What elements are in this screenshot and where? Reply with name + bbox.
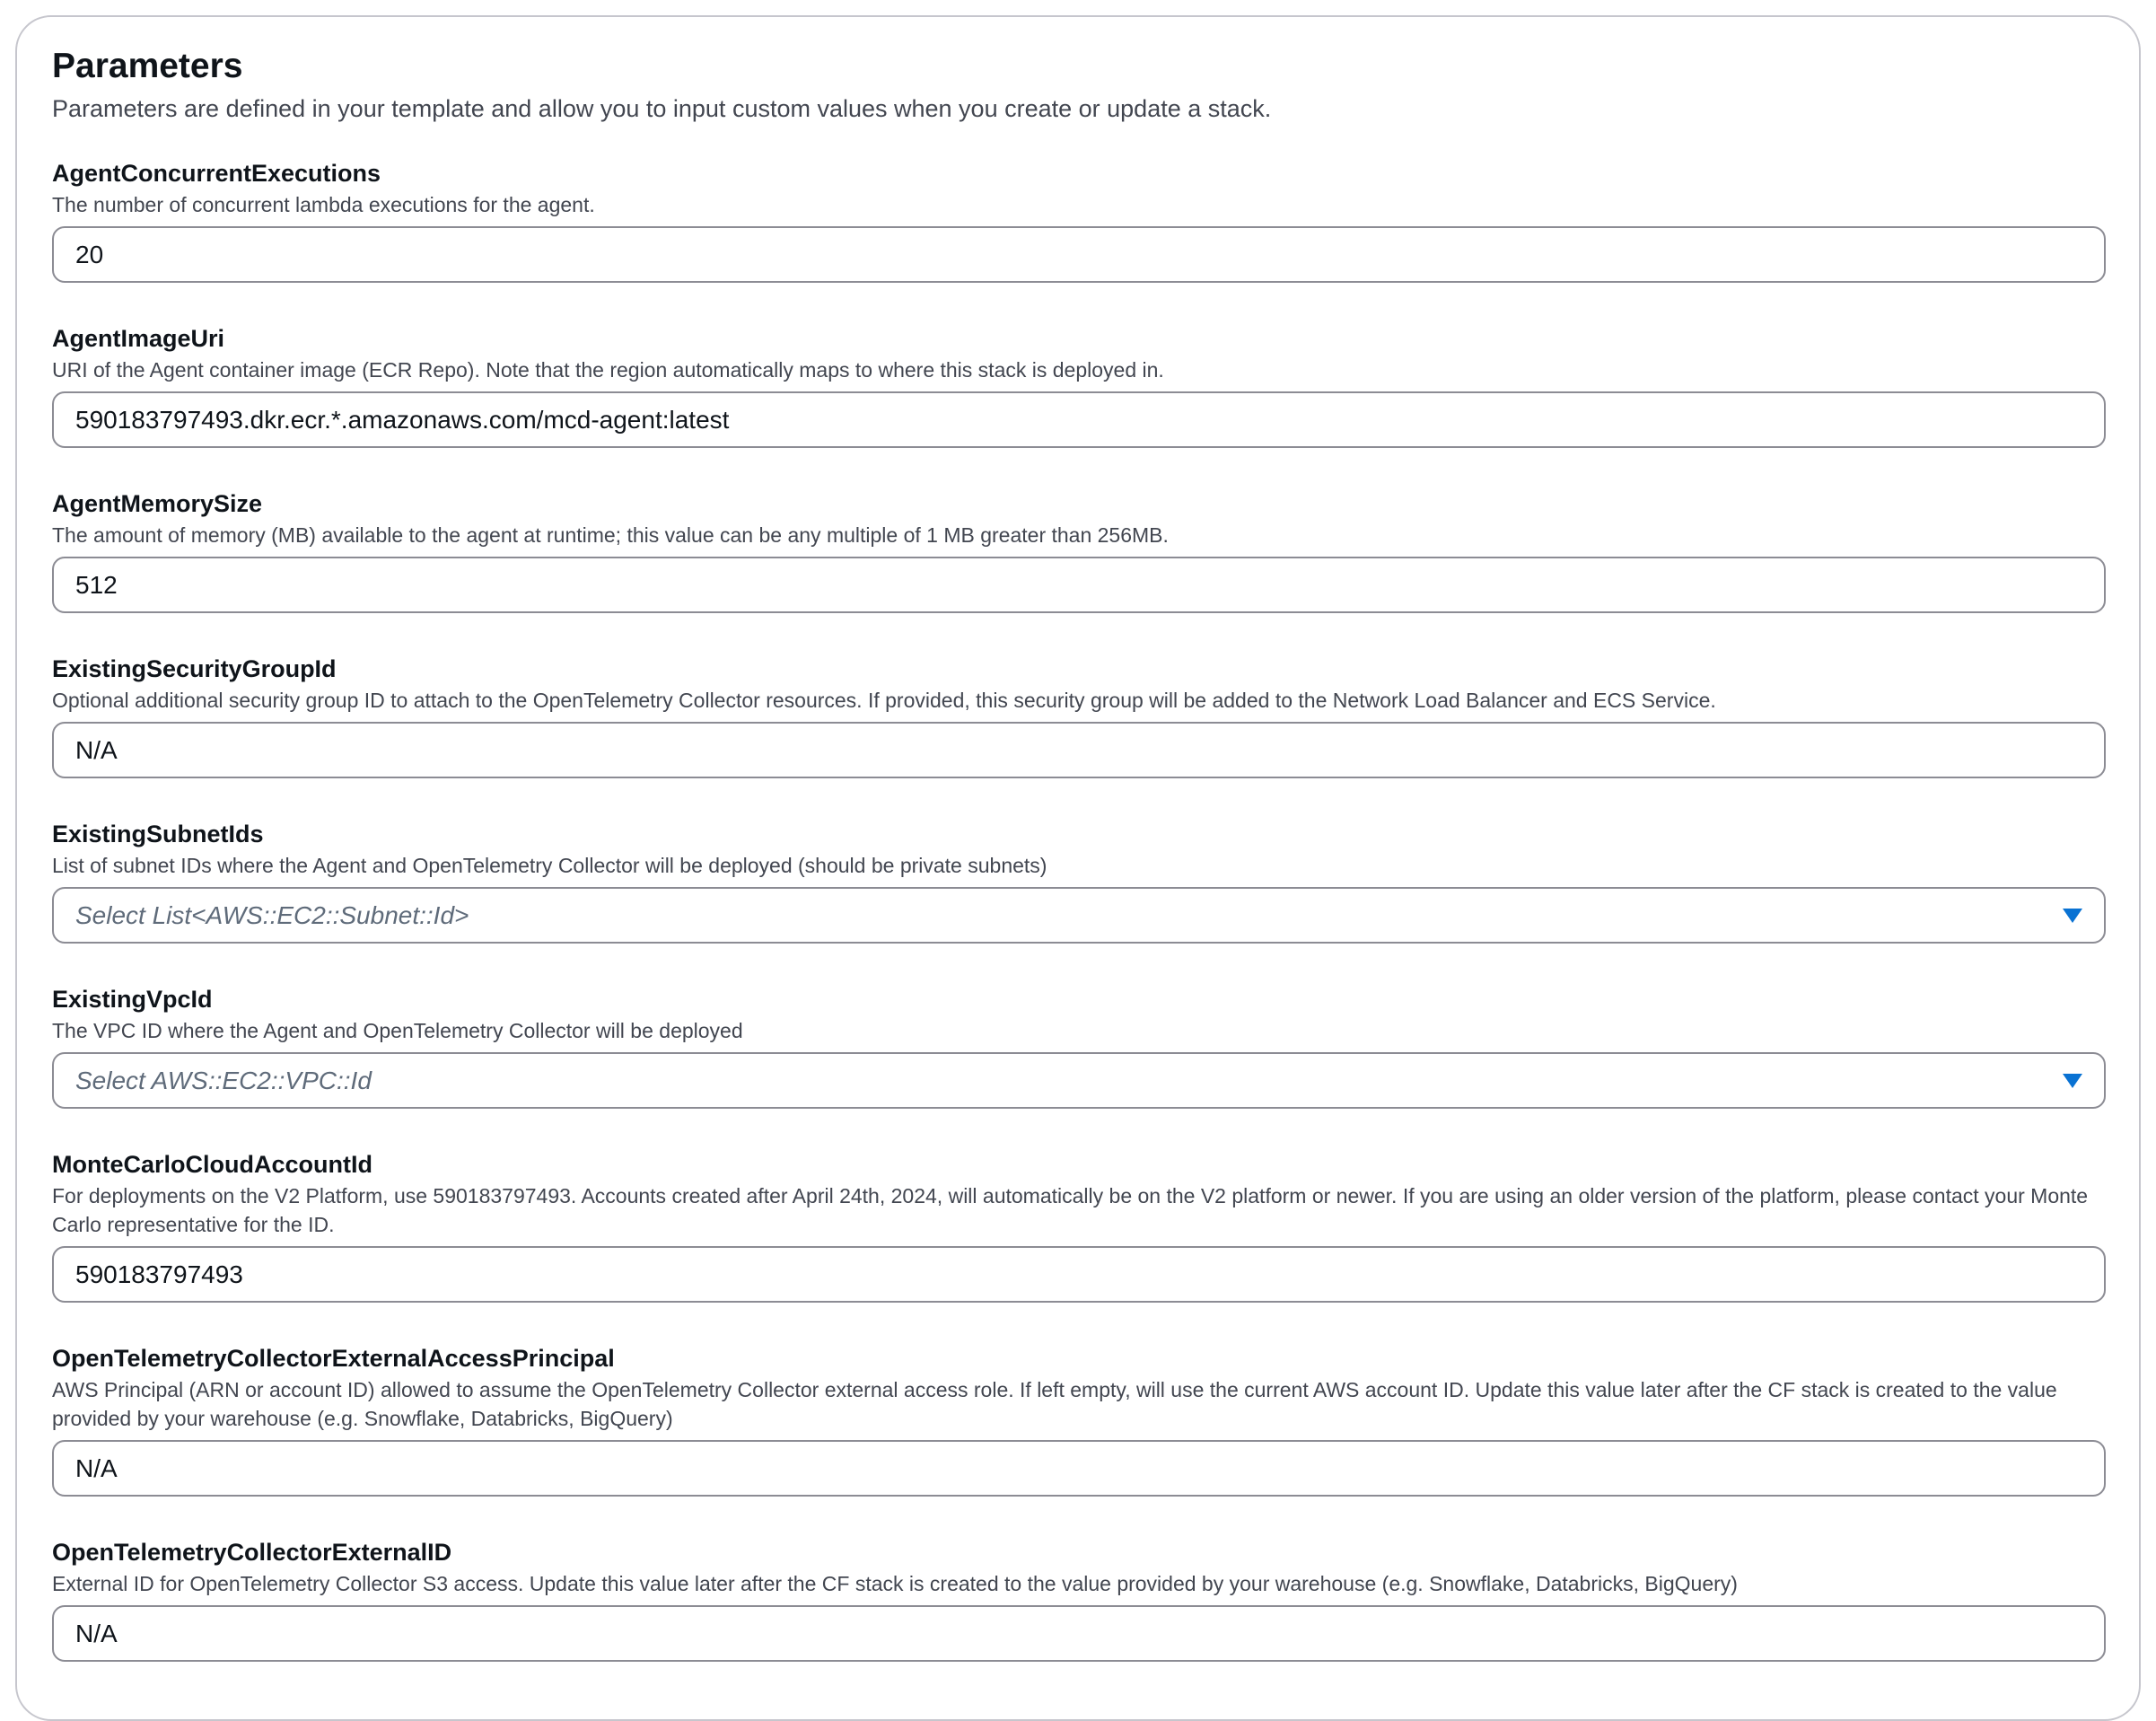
agent-memory-size-input[interactable]: [54, 558, 2104, 611]
param-label: OpenTelemetryCollectorExternalAccessPrincipal: [52, 1345, 615, 1372]
otel-external-access-principal-input[interactable]: [54, 1442, 2104, 1495]
otel-external-id-input[interactable]: [54, 1607, 2104, 1660]
param-label: ExistingSecurityGroupId: [52, 655, 337, 682]
agent-memory-size-field: [52, 557, 2106, 613]
existing-subnet-ids-select[interactable]: [52, 887, 2106, 944]
otel-external-id-field: [52, 1605, 2106, 1662]
agent-image-uri-field: [52, 391, 2106, 448]
caret-down-icon: [2063, 1074, 2082, 1088]
existing-security-group-id-input[interactable]: [54, 724, 2104, 777]
monte-carlo-cloud-account-id-input[interactable]: [54, 1248, 2104, 1301]
param-existing-security-group-id: [52, 654, 2106, 778]
select-placeholder: Select List<AWS::EC2::Subnet::Id>: [75, 901, 469, 929]
param-otel-external-id: [52, 1537, 2106, 1662]
param-description: URI of the Agent container image (ECR Repo). Note that the region automatically maps to where this stack is deployed in.: [52, 358, 1164, 382]
existing-vpc-id-select[interactable]: [52, 1052, 2106, 1109]
param-description: The amount of memory (MB) available to the agent at runtime; this value can be any multiple of 1 MB greater than 256MB.: [52, 523, 1169, 547]
param-label: AgentConcurrentExecutions: [52, 160, 381, 187]
section-description: Parameters are defined in your template and allow you to input custom values when you create or update a stack.: [52, 95, 1272, 122]
param-label: MonteCarloCloudAccountId: [52, 1151, 372, 1178]
param-agent-image-uri: [52, 323, 2106, 448]
agent-image-uri-input[interactable]: [54, 393, 2104, 446]
agent-concurrent-executions-input[interactable]: [54, 228, 2104, 281]
param-agent-concurrent-executions: [52, 158, 2106, 283]
agent-concurrent-executions-field: [52, 226, 2106, 283]
param-description: The number of concurrent lambda executions for the agent.: [52, 193, 595, 216]
param-description: External ID for OpenTelemetry Collector S3 access. Update this value later after the CF stack is created to the value provided by your warehouse (e.g. Snowflake, Databricks, BigQuery): [52, 1572, 1738, 1595]
param-otel-external-access-principal: [52, 1343, 2106, 1497]
param-label: AgentMemorySize: [52, 490, 263, 517]
param-label: ExistingSubnetIds: [52, 821, 264, 847]
param-monte-carlo-cloud-account-id: [52, 1149, 2106, 1303]
existing-security-group-id-field: [52, 722, 2106, 778]
param-label: OpenTelemetryCollectorExternalID: [52, 1539, 452, 1566]
select-placeholder: Select AWS::EC2::VPC::Id: [75, 1067, 372, 1094]
param-label: AgentImageUri: [52, 325, 225, 352]
monte-carlo-cloud-account-id-field: [52, 1246, 2106, 1303]
param-existing-subnet-ids: [52, 819, 2106, 944]
param-description: The VPC ID where the Agent and OpenTelemetry Collector will be deployed: [52, 1019, 743, 1042]
param-existing-vpc-id: [52, 984, 2106, 1109]
param-agent-memory-size: [52, 488, 2106, 613]
param-description: List of subnet IDs where the Agent and OpenTelemetry Collector will be deployed (should be private subnets): [52, 854, 1047, 877]
param-label: ExistingVpcId: [52, 986, 213, 1013]
param-description: For deployments on the V2 Platform, use 590183797493. Accounts created after April 24th, 2024, will automatically be on the V2 platform or newer. If you are using an older version of the platform, please contact your Monte Carlo representative for the ID.: [52, 1184, 2089, 1236]
caret-down-icon: [2063, 909, 2082, 923]
param-description: Optional additional security group ID to attach to the OpenTelemetry Collector resources. If provided, this security group will be added to the Network Load Balancer and ECS Service.: [52, 689, 1716, 712]
section-title: Parameters: [52, 47, 243, 85]
otel-external-access-principal-field: [52, 1440, 2106, 1497]
param-description: AWS Principal (ARN or account ID) allowed to assume the OpenTelemetry Collector external access role. If left empty, will use the current AWS account ID. Update this value later after the CF stack is created to the value provided by your warehouse (e.g. Snowflake, Databricks, BigQuery): [52, 1378, 2057, 1430]
